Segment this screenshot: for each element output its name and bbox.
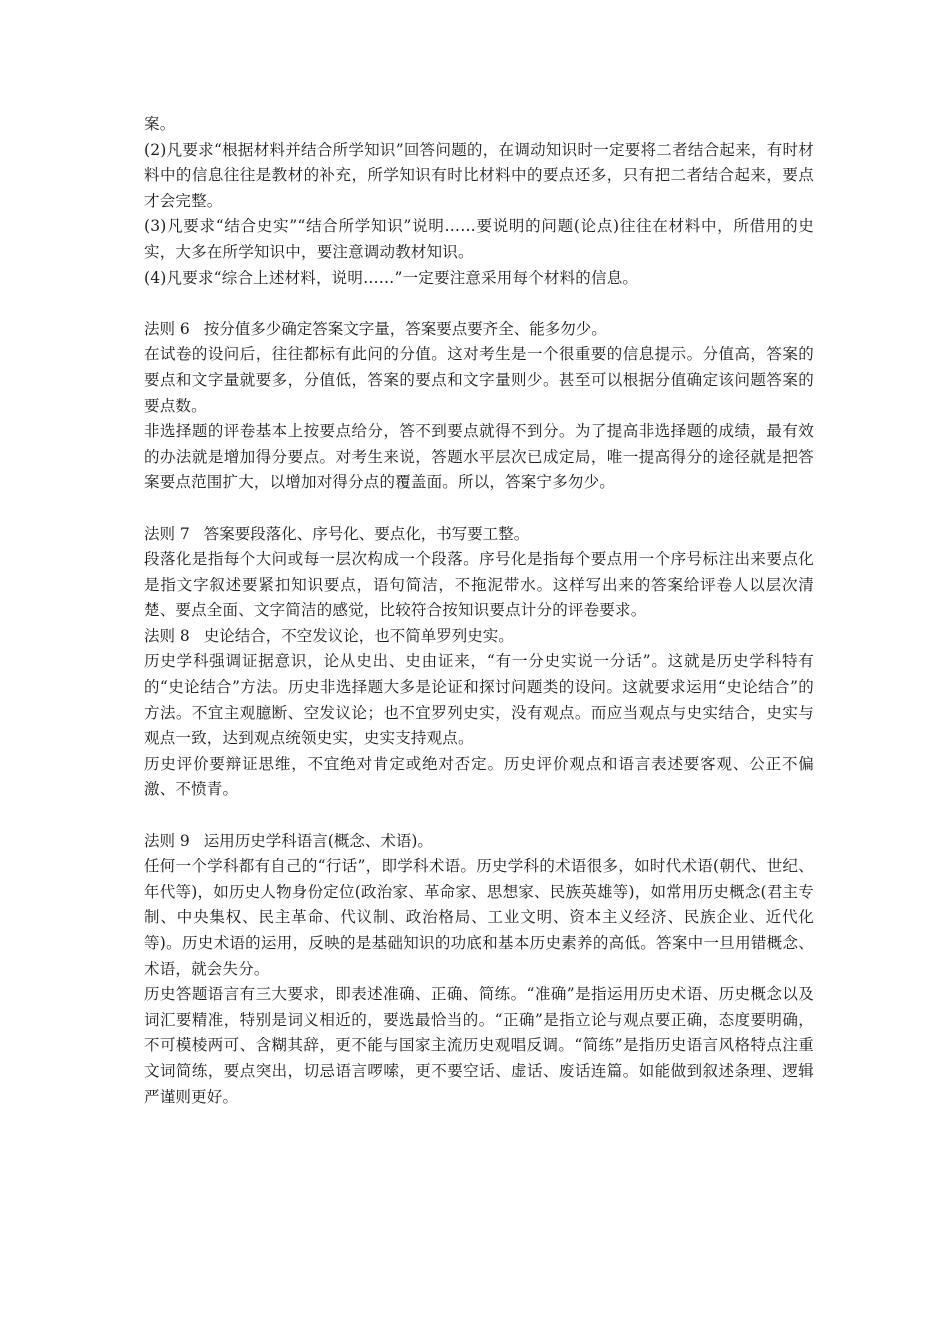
rule-6-para-1: 在试卷的设问后，往往都标有此问的分值。这对考生是一个很重要的信息提示。分值高，答案的要点和文字量就要多，分值低，答案的要点和文字量则少。甚至可以根据分值确定该问题答案的要点数。 [144,345,814,415]
rule-8-label: 法则 8 [144,626,190,645]
rule-9-para-1: 任何一个学科都有自己的“行话”，即学科术语。历史学科的术语很多，如时代术语(朝代、世纪、年代等)，如历史人物身份定位(政治家、革命家、思想家、民族英雄等)，如常用历史概念(君主专制、中央集权、民主革命、代议制、政治格局、工业文明、资本主义经济、民族企业、近代化等)。历史术语的运用，反映的是基础知识的功底和基本历史素养的高低。答案中一旦用错概念、术语，就会失分。 [144,857,814,978]
rule-6-para-2: 非选择题的评卷基本上按要点给分，答不到要点就得不到分。为了提高非选择题的成绩，最有效的办法就是增加得分要点。对考生来说，答题水平层次已成定局，唯一提高得分的途径就是把答案要点范围扩大，以增加对得分点的覆盖面。所以，答案宁多勿少。 [144,422,814,492]
rule-8-para-2: 历史评价要辩证思维，不宜绝对肯定或绝对否定。历史评价观点和语言表述要客观、公正不偏激、不愤青。 [144,754,814,799]
rule-6-heading [144,317,814,343]
rule-8-heading [144,624,814,650]
spacer [144,291,814,317]
rule-8-para-1: 历史学科强调证据意识，论从史出、史由证来，“有一分史实说一分话”。这就是历史学科特有的“史论结合”方法。历史非选择题大多是论证和探讨问题类的设问。这就要求运用“史论结合”的方法。不宜主观臆断、空发议论；也不宜罗列史实，没有观点。而应当观点与史实结合，史实与观点一致，达到观点统领史实，史实支持观点。 [144,652,814,748]
spacer [144,496,814,522]
rule-6-label: 法则 6 [144,319,190,338]
rule-9-heading [144,829,814,855]
intro-para-3: (3)凡要求“结合史实”“结合所学知识”说明……要说明的问题(论点)往往在材料中，所借用的史实，大多在所学知识中，要注意调动教材知识。 [144,217,814,261]
rule-9-para-2: 历史答题语言有三大要求，即表述准确、正确、简练。“准确”是指运用历史术语、历史概念以及词汇要精准，特别是词义相近的，要选最恰当的。“正确”是指立论与观点要正确，态度要明确，不可模棱两可、含糊其辞，更不能与国家主流历史观唱反调。“简练”是指历史语言风格特点注重文词简练，要点突出，切忌语言啰嗦，更不要空话、虚话、废话连篇。如能做到叙述条理、逻辑严谨则更好。 [144,985,814,1106]
spacer [144,803,814,829]
rule-7-label: 法则 7 [144,524,190,543]
rule-8-title: 史论结合，不空发议论，也不简单罗列史实。 [203,626,514,645]
rule-9-title: 运用历史学科语言(概念、术语)。 [203,831,433,850]
rule-7-title: 答案要段落化、序号化、要点化，书写要工整。 [203,524,530,543]
document-page [144,112,814,1110]
intro-para-4: (4)凡要求“综合上述材料，说明……”一定要注意采用每个材料的信息。 [144,268,639,287]
rule-7-heading [144,522,814,548]
rule-7-para-1: 段落化是指每个大问或每一层次构成一个段落。序号化是指每个要点用一个序号标注出来要点化是指文字叙述要紧扣知识要点，语句简洁，不拖泥带水。这样写出来的答案给评卷人以层次清楚、要点全面、文字简洁的感觉，比较符合按知识要点计分的评卷要求。 [144,550,814,620]
intro-para-2: (2)凡要求“根据材料并结合所学知识”回答问题的，在调动知识时一定要将二者结合起来，有时材料中的信息往往是教材的补充，所学知识有时比材料中的要点还多，只有把二者结合起来，要点才会完整。 [144,140,814,210]
rule-6-title: 按分值多少确定答案文字量，答案要点要齐全、能多勿少。 [203,319,607,338]
intro-para-1: 案。 [144,115,176,133]
rule-9-label: 法则 9 [144,831,190,850]
